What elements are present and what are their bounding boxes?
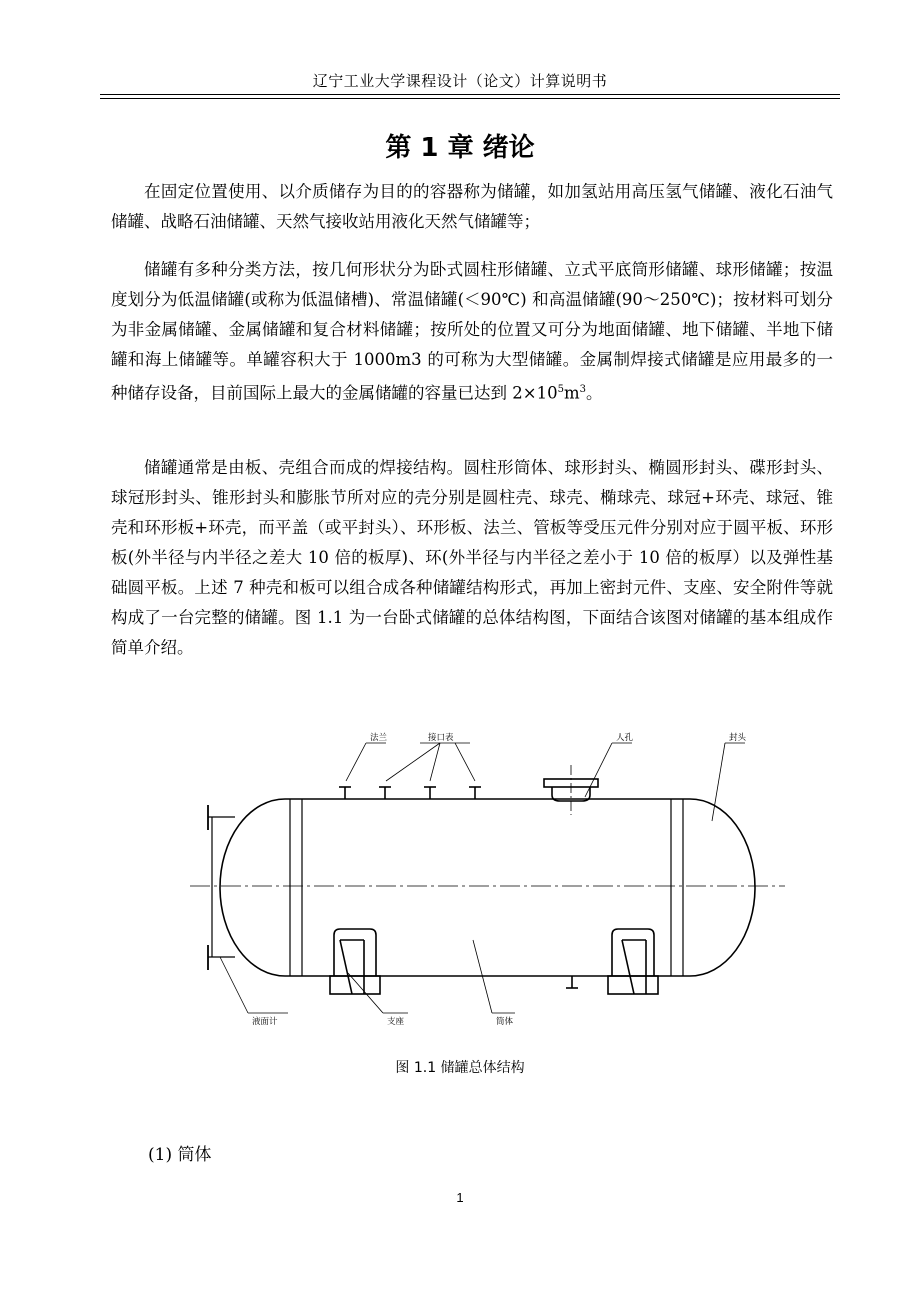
left-head — [220, 799, 285, 976]
label-manhole: 人孔 — [616, 733, 634, 743]
label-support: 支座 — [387, 1017, 405, 1027]
paragraph-2-unit: m — [563, 383, 580, 403]
label-nozzle-table: 接口表 — [428, 733, 454, 743]
paragraph-2-text: 储罐有多种分类方法，按几何形状分为卧式圆柱形储罐、立式平底筒形储罐、球形储罐；按温度划分为低温储罐(或称为低温储槽)、常温储罐(＜90℃) 和高温储罐(90～250℃)；按材料可划分为非金属储罐、金属储罐和复合材料储罐；按所处的位置又可分为地面储罐、地下储罐、半地下储罐和海上储罐等。单罐容积大于 1000m3 的可称为大型储罐。金属制焊接式储罐是应用最多的一种储存设备，目前国际上最大的金属储罐的容量已达到 2×10 — [111, 260, 833, 403]
page-number: 1 — [456, 1190, 464, 1205]
left-saddle-support — [330, 929, 380, 994]
paragraph-3: 储罐通常是由板、壳组合而成的焊接结构。圆柱形筒体、球形封头、椭圆形封头、碟形封头、球冠形封头、锥形封头和膨胀节所对应的壳分别是圆柱壳、球壳、椭球壳、球冠+环壳、球冠、锥壳和环形板+环壳，而平盖（或平封头）、环形板、法兰、管板等受压元件分别对应于圆平板、环形板(外半径与内半径之差大 10 倍的板厚)、环(外半径与内半径之差小于 10 倍的板厚）以及弹性基础圆平板。上述 7 种壳和板可以组合成各种储罐结构形式，再加上密封元件、支座、安全附件等就构成了一台完整的储罐。图 1.1 为一台卧式储罐的总体结构图，下面结合该图对储罐的基本组成作简单介绍。 — [111, 458, 833, 657]
label-flange: 法兰 — [370, 733, 388, 743]
figure-labels — [252, 732, 747, 1027]
tank-structure-figure — [180, 725, 790, 1030]
header-rule-thin — [100, 98, 840, 99]
label-level-gauge: 液面计 — [252, 1017, 278, 1027]
paragraph-2-superscript-1: 5 — [557, 384, 564, 395]
paragraph-2-superscript-2: 3 — [579, 384, 586, 395]
paragraph-1: 在固定位置使用、以介质储存为目的的容器称为储罐，如加氢站用高压氢气储罐、液化石油气储罐、战略石油储罐、天然气接收站用液化天然气储罐等； — [111, 182, 833, 231]
header-rule — [100, 94, 840, 95]
header-title: 辽宁工业大学课程设计（论文）计算说明书 — [312, 72, 608, 90]
figure-caption: 图 1.1 储罐总体结构 — [395, 1060, 525, 1076]
tank-drawing — [190, 743, 785, 1013]
subsection-heading: (1) 筒体 — [148, 1145, 212, 1165]
leader-lines — [220, 743, 745, 1013]
label-head: 封头 — [729, 733, 747, 743]
right-saddle-support — [608, 929, 658, 994]
chapter-title: 第 1 章 绪论 — [385, 133, 535, 163]
paragraph-2-end: 。 — [585, 383, 603, 403]
paragraph-2 — [111, 255, 833, 409]
right-head — [690, 799, 755, 976]
label-shell: 筒体 — [496, 1017, 514, 1027]
